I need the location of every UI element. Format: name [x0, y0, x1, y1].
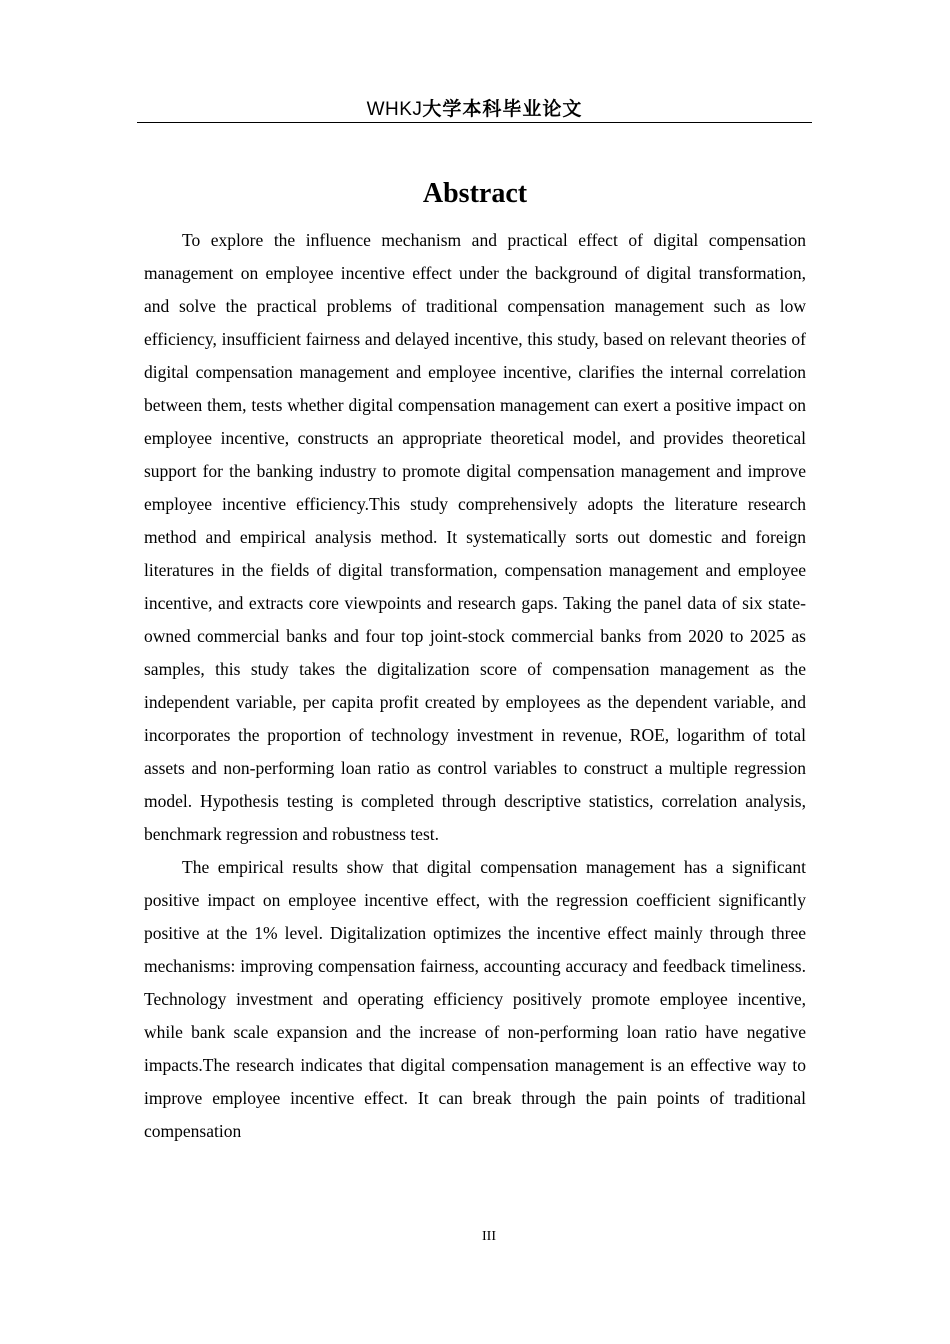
header-thesis-label: 大学本科毕业论文: [422, 98, 583, 120]
abstract-body: [144, 224, 806, 1148]
abstract-paragraph-2: The empirical results show that digital compensation management has a significant positive impact on employee incentive effect, with the regression coefficient significantly positive at the 1% level. Digitalization optimizes the incentive effect mainly through three mechanisms: improving compensation fairness, accounting accuracy and feedback timeliness. Technology investment and operating efficiency positively promote employee incentive, while bank scale expansion and the increase of non-performing loan ratio have negative impacts.The research indicates that digital compensation management is an effective way to improve employee incentive effect. It can break through the pain points of traditional compensation: [144, 857, 806, 1141]
header-university-code: WHKJ: [366, 99, 423, 120]
abstract-paragraph-1: To explore the influence mechanism and practical effect of digital compensation management on employee incentive effect under the background of digital transformation, and solve the practical problems of traditional compensation management such as low efficiency, insufficient fairness and delayed incentive, this study, based on relevant theories of digital compensation management and employee incentive, clarifies the internal correlation between them, tests whether digital compensation management can exert a positive impact on employee incentive, constructs an appropriate theoretical model, and provides theoretical support for the banking industry to promote digital compensation management and improve employee incentive efficiency.This study comprehensively adopts the literature research method and empirical analysis method. It systematically sorts out domestic and foreign literatures in the fields of digital transformation, compensation management and employee incentive, and extracts core viewpoints and research gaps. Taking the panel data of six state-owned commercial banks and four top joint-stock commercial banks from 2020 to 2025 as samples, this study takes the digitalization score of compensation management as the independent variable, per capita profit created by employees as the dependent variable, and incorporates the proportion of technology investment in revenue, ROE, logarithm of total assets and non-performing loan ratio as control variables to construct a multiple regression model. Hypothesis testing is completed through descriptive statistics, correlation analysis, benchmark regression and robustness test.: [144, 230, 806, 844]
page-number: III: [482, 1229, 496, 1244]
running-header: [137, 96, 812, 123]
page-title: Abstract: [422, 178, 528, 209]
